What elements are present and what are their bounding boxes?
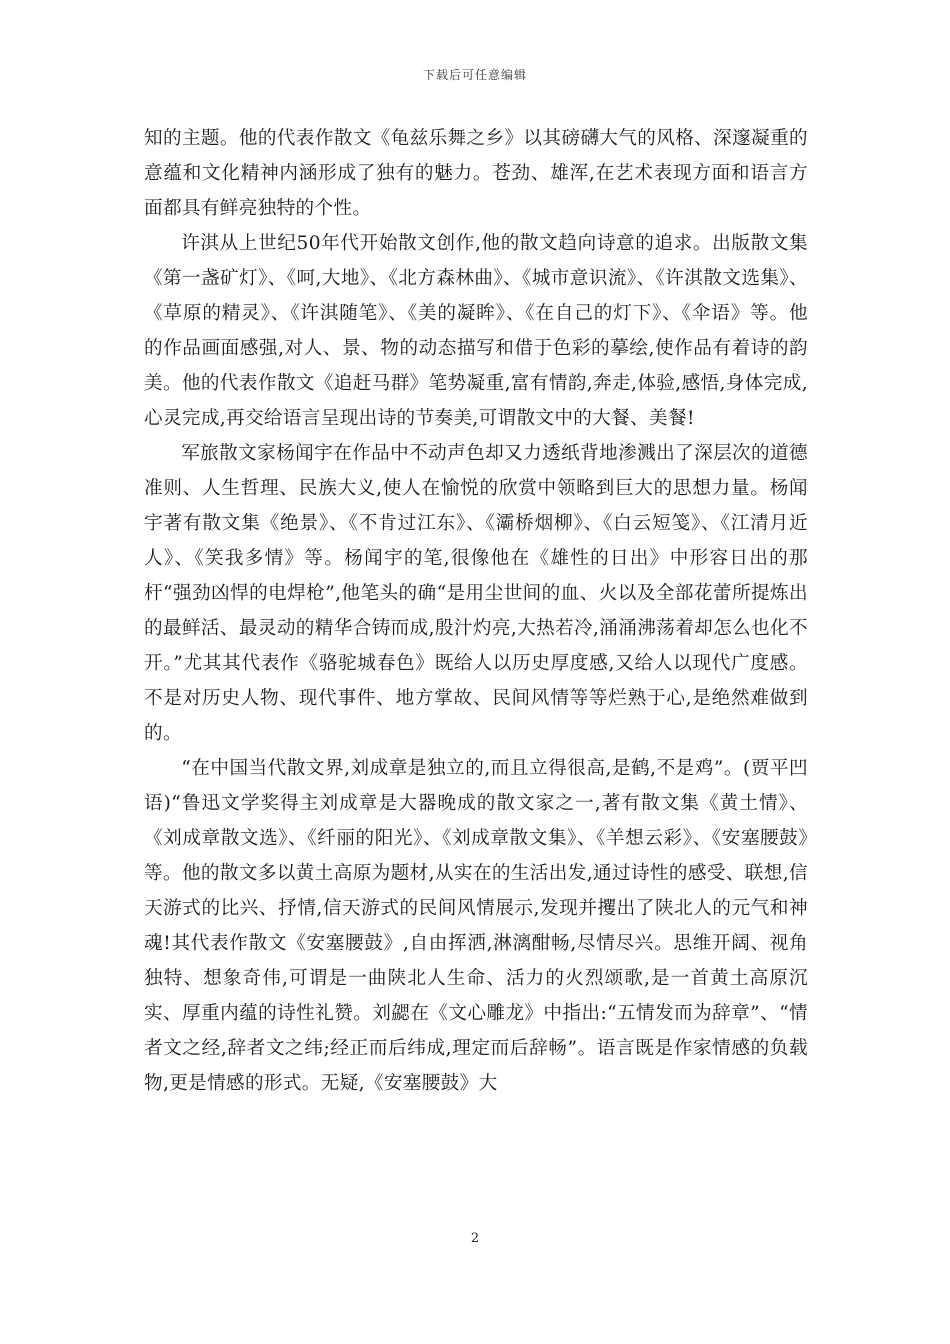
page-number: 2 bbox=[470, 1231, 480, 1246]
paragraph-xu-qi: 许淇从上世纪50年代开始散文创作,他的散文趋向诗意的追求。出版散文集《第一盏矿灯》、《呵,大地》、《北方森林曲》、《城市意识流》、《许淇散文选集》、《草原的精灵》、《许淇随笔》、《美的凝眸》、《在自己的灯下》、《伞语》等。他的作品画面感强,对人、景、物的动态描写和借于色彩的摹绘,使作品有着诗的韵美。他的代表作散文《追赶马群》笔势凝重,富有情韵,奔走,体验,感悟,身体完成,心灵完成,再交给语言呈现出诗的节奏美,可谓散文中的大餐、美餐! bbox=[144, 233, 808, 429]
document-body bbox=[144, 121, 808, 1101]
paragraph-continuation: 知的主题。他的代表作散文《龟兹乐舞之乡》以其磅礴大气的风格、深邃凝重的意蕴和文化精神内涵形成了独有的魅力。苍劲、雄浑,在艺术表现方面和语言方面都具有鲜亮独特的个性。 bbox=[144, 128, 808, 219]
paragraph-liu-chengzhang: “在中国当代散文界,刘成章是独立的,而且立得很高,是鹤,不是鸡”。(贾平凹语)“鲁迅文学奖得主刘成章是大器晚成的散文家之一,著有散文集《黄土情》、《刘成章散文选》、《纤丽的阳光》、《刘成章散文集》、《羊想云彩》、《安塞腰鼓》等。他的散文多以黄土高原为题材,从实在的生活出发,通过诗性的感受、联想,信天游式的比兴、抒情,信天游式的民间风情展示,发现并攫出了陕北人的元气和神魂!其代表作散文《安塞腰鼓》,自由挥洒,淋漓酣畅,尽情尽兴。思维开阔、视角独特、想象奇伟,可谓是一曲陕北人生命、活力的火烈颂歌,是一首黄土高原沉实、厚重内蕴的诗性礼赞。刘勰在《文心雕龙》中指出:“五情发而为辞章”、“情者文之经,辞者文之纬;经正而后纬成,理定而后辞畅”。语言既是作家情感的负载物,更是情感的形式。无疑,《安塞腰鼓》大 bbox=[144, 758, 808, 1094]
page-header: 下载后可任意编辑 bbox=[422, 68, 527, 82]
paragraph-yang-wenyu: 军旅散文家杨闻宇在作品中不动声色却又力透纸背地渗溅出了深层次的道德准则、人生哲理、民族大义,使人在愉悦的欣赏中领略到巨大的思想力量。杨闻宇著有散文集《绝景》、《不肯过江东》、《灞桥烟柳》、《白云短笺》、《江清月近人》、《笑我多情》等。杨闻宇的笔,很像他在《雄性的日出》中形容日出的那杆“强劲凶悍的电焊枪”,他笔头的确“是用尘世间的血、火以及全部花蕾所提炼出的最鲜活、最灵动的精华合铸而成,殷汁灼亮,大热若冷,涌涌沸荡着却怎么也化不开。”尤其其代表作《骆驼城春色》既给人以历史厚度感,又给人以现代广度感。不是对历史人物、现代事件、地方掌故、民间风情等等烂熟于心,是绝然难做到的。 bbox=[144, 443, 808, 744]
